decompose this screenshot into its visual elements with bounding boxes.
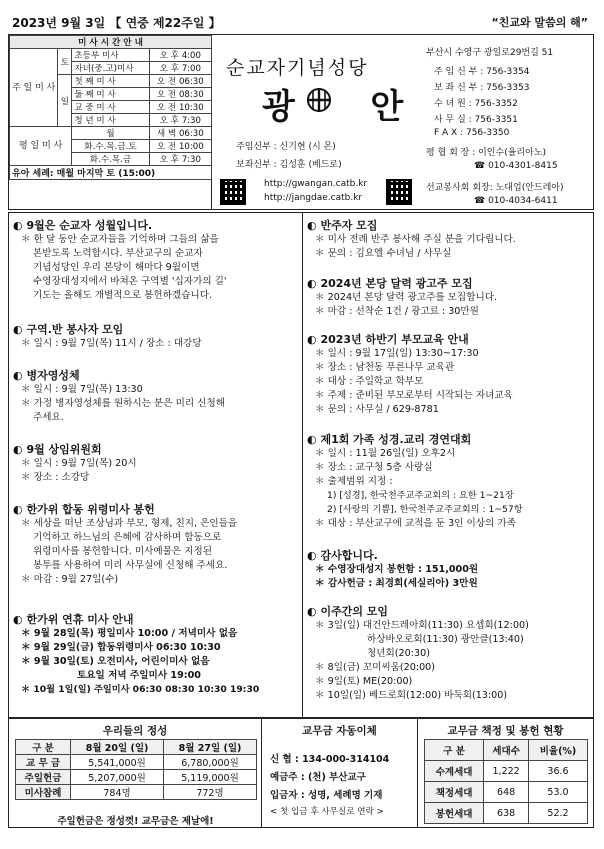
schedule-row: 청 년 미 사 [72, 114, 149, 127]
notice-heading: ◐ 구역.반 봉사자 모임 [13, 321, 202, 337]
table-row: 미사참례 784명 772명 [16, 785, 257, 800]
notice-heading: ◐ 한가위 합동 위령미사 봉헌 [13, 501, 237, 517]
schedule-row: 자녀(중.고)미사 [72, 62, 149, 75]
weekday-time: 새 벽 06:30 [149, 127, 211, 140]
schedule-time: 오 전 08:30 [149, 88, 211, 101]
auto-transfer-title: 교무금 자동이체 [302, 725, 377, 737]
sunday-label: 일 [58, 75, 72, 127]
notice-memorial-mass: ◐ 한가위 합동 위령미사 봉헌 ＊ 세상을 떠난 조상님과 부모, 형제, 친지, 은인들을 기억하고 하느님의 은혜에 감사하며 합동으로 위령미사를 봉헌합니다. 미사예물은 지정된 봉투를 사용하여 미리 사무실에 신청해 주세요. ＊ 마감 : 9월 27일(수) [13, 501, 237, 587]
weekday-time: 오 전 10:00 [149, 140, 211, 153]
tel-priest: 주 임 신 부 : 756-3354 [434, 67, 530, 77]
mission-president: 선교봉사회 회장: 노대업(안드레아) [426, 183, 564, 193]
offering-section [9, 719, 262, 827]
council-president-tel: ☎ 010-4301-8415 [474, 161, 558, 171]
website-link[interactable]: http://jangdae.catb.kr [264, 193, 363, 203]
mission-president-tel: ☎ 010-4034-6411 [474, 196, 558, 206]
schedule-time: 오 후 4:00 [149, 49, 211, 62]
schedule-row: 교 중 미 사 [72, 101, 149, 114]
table-row: 수계세대 1,222 36.6 [425, 761, 588, 782]
bulletin-title: 광 안 [262, 87, 414, 127]
dues-status-title: 교무금 책정 및 봉헌 현황 [447, 725, 564, 737]
notice-volunteer-meeting: ◐ 구역.반 봉사자 모임 ＊ 일시 : 9월 7일(목) 11시 / 장소 : 대강당 [13, 321, 202, 351]
tel-office: 사 무 실 : 756-3351 [434, 115, 518, 125]
schedule-row: 초등부 미사 [72, 49, 149, 62]
table-row: 교 무 금 5,541,000원 6,780,000원 [16, 755, 257, 770]
weekday-row: 화.수.목.금.토 [72, 140, 149, 153]
church-emblem-icon [304, 85, 334, 115]
table-row: 봉헌세대 638 52.2 [425, 803, 588, 824]
saturday-label: 토 [58, 49, 72, 75]
notice-thanks: ◐ 감사합니다. ＊ 수영장대성지 봉헌함 : 151,000원 ＊ 감사헌금 : 최경희(세실리아) 3만원 [307, 547, 478, 591]
notice-heading: ◐ 9월은 순교자 성월입니다. [13, 217, 227, 233]
table-row: 책정세대 648 53.0 [425, 782, 588, 803]
notice-sick-communion: ◐ 병자영성체 ＊ 일시 : 9월 7일(목) 13:30 ＊ 가정 병자영성체를 원하시는 분은 미리 신청해 주세요. [13, 367, 225, 425]
notice-heading: ◐ 2024년 본당 달력 광고주 모집 [307, 275, 497, 291]
notice-heading: ◐ 이주간의 모임 [307, 603, 529, 619]
auto-transfer-section [262, 719, 418, 827]
notice-parent-education: ◐ 2023년 하반기 부모교육 안내 ＊ 일시 : 9월 17일(일) 13:30~17:30 ＊ 장소 : 남천동 푸른나무 교육관 ＊ 대상 : 주일학교 학부모 ＊ 주제 : 준비된 부모로부터 시작되는 자녀교육 ＊ 문의 : 사무실 / 629-8781 [307, 331, 513, 417]
notice-martyrs-month: ◐ 9월은 순교자 성월입니다. ＊ 한 달 동안 순교자들을 기억하며 그들의 삶을 본받도록 노력합시다. 부산교구의 순교자 기념성당인 우리 본당이 해마다 9월이면 수영장대성지에서 바쳐온 구역별 '십자가의 길' 기도는 올해도 개별적으로 봉헌하겠습니다. [13, 217, 227, 303]
offering-title: 우리들의 정성 [102, 725, 168, 737]
motto: “친교와 말씀의 해” [491, 16, 588, 29]
sunday-mass-label: 주 일 미 사 [10, 49, 58, 127]
dues-status-section [418, 719, 593, 827]
address: 부산시 수영구 광일로29번길 51 [426, 48, 554, 58]
contact-info [420, 35, 593, 209]
notice-heading: ◐ 2023년 하반기 부모교육 안내 [307, 331, 513, 347]
assistant-priest-line: 보좌신부 : 김성훈 (베드로) [236, 160, 342, 170]
account-holder: 예금주 : (천) 부산교구 [270, 772, 366, 783]
offering-note: 주일헌금은 정성껏! 교무금은 제날에! [57, 816, 214, 827]
notices-left-column [9, 213, 303, 717]
bank-account: 신 협 : 134-000-314104 [270, 754, 390, 765]
notice-heading: ◐ 제1회 가족 성경.교리 경연대회 [307, 431, 523, 447]
dues-status-table: 구 분 세대수 비율(%) 수계세대 1,222 36.6 책정세대 648 53.0 봉헌세대 638 52.2 [424, 739, 588, 824]
top-bar [8, 10, 594, 32]
qr-code-icon [386, 179, 412, 205]
infant-baptism-note: 유아 세례: 매월 마지막 토 (15:00) [10, 166, 212, 180]
tel-assistant: 보 좌 신 부 : 756-3353 [434, 83, 530, 93]
weekday-row: 화.수.목.금 [72, 153, 149, 166]
notice-bible-contest: ◐ 제1회 가족 성경.교리 경연대회 ＊ 일시 : 11월 26일(일) 오후2시 ＊ 장소 : 교구청 5층 사랑실 ＊ 출제범위 지정 : 1) [성경], 한국천주교주교회의 : 요한 1~21장 2) [사랑의 기쁨], 한국천주교주교회의 : 1~57항 ＊ 대상 : 부산교구에 교적을 둔 3인 이상의 가족 [307, 431, 523, 531]
schedule-row: 첫 째 미 사 [72, 75, 149, 88]
notice-heading: ◐ 병자영성체 [13, 367, 225, 383]
schedule-time: 오 후 7:30 [149, 114, 211, 127]
notice-heading: ◐ 감사합니다. [307, 547, 478, 563]
notice-heading: ◐ 9월 상임위원회 [13, 441, 137, 457]
schedule-title: 미 사 시 간 안 내 [10, 36, 212, 49]
issue-date: 2023년 9월 3일 【 연중 제22주일 】 [12, 16, 221, 30]
finance-box [8, 718, 594, 828]
depositor-note: 입금자 : 성명, 세례명 기재 [270, 790, 383, 801]
website-link[interactable]: http://gwangan.catb.kr [264, 179, 368, 189]
notices-right-column [303, 213, 593, 717]
weekday-mass-label: 평 일 미 사 [10, 127, 72, 166]
church-name: 순교자기념성당 [226, 57, 369, 79]
mass-schedule [9, 35, 212, 209]
notice-meetings: ◐ 이주간의 모임 ＊ 3일(일) 대건안드레아회(11:30) 요셉회(12:00) 하상바오로회(11:30) 광안클(13:40) 청년회(20:30) ＊ 8일(금) 꼬미씨움(20:00) ＊ 9일(토) ME(20:00) ＊ 10일(일) 베드로회(12:00) 바둑회(13:00) [307, 603, 529, 703]
priest-line: 주임신부 : 신기현 (시 몬) [236, 142, 336, 152]
notices [8, 212, 594, 718]
schedule-time: 오 후 7:00 [149, 62, 211, 75]
notice-heading: ◐ 반주자 모집 [307, 217, 516, 233]
notice-heading: ◐ 한가위 연휴 미사 안내 [13, 611, 259, 627]
notice-holiday-mass: ◐ 한가위 연휴 미사 안내 ＊ 9월 28일(목) 평일미사 10:00 / 저녁미사 없음 ＊ 9월 29일(금) 합동위령미사 06:30 10:30 ＊ 9월 30일(토) 오전미사, 어린이미사 없음 토요일 저녁 주일미사 19:00 ＊ 10월 1일(일) 주일미사 06:30 08:30 10:30 19:30 [13, 611, 259, 697]
offering-table: 구 분 8월 20일 (일) 8월 27일 (일) 교 무 금 5,541,000원 6,780,000원 주일헌금 5,207,000원 5,119,000원 미사참례 784명 772명 [15, 739, 257, 800]
tel-convent: 수 녀 원 : 756-3352 [434, 99, 518, 109]
qr-code-icon [220, 179, 246, 205]
schedule-time: 오 전 06:30 [149, 75, 211, 88]
fax: F A X : 756-3350 [434, 128, 510, 138]
weekday-time: 오 후 7:30 [149, 153, 211, 166]
header-box [8, 34, 594, 210]
council-president: 평 협 회 장 : 이인수(율리아노) [426, 148, 546, 158]
table-row: 주일헌금 5,207,000원 5,119,000원 [16, 770, 257, 785]
notice-calendar-ads: ◐ 2024년 본당 달력 광고주 모집 ＊ 2024년 본당 달력 광고주를 모집합니다. ＊ 마감 : 선착순 1건 / 광고료 : 30만원 [307, 275, 497, 319]
schedule-row: 둘 째 미 사 [72, 88, 149, 101]
notice-accompanist: ◐ 반주자 모집 ＊ 미사 전례 반주 봉사해 주실 분을 기다립니다. ＊ 문의 : 김요엘 수녀님 / 사무실 [307, 217, 516, 261]
church-title-block [212, 35, 420, 209]
schedule-time: 오 전 10:30 [149, 101, 211, 114]
weekday-row: 월 [72, 127, 149, 140]
notice-standing-committee: ◐ 9월 상임위원회 ＊ 일시 : 9월 7일(목) 20시 ＊ 장소 : 소강당 [13, 441, 137, 485]
first-deposit-note: < 첫 입금 후 사무실로 연락 > [270, 807, 384, 817]
